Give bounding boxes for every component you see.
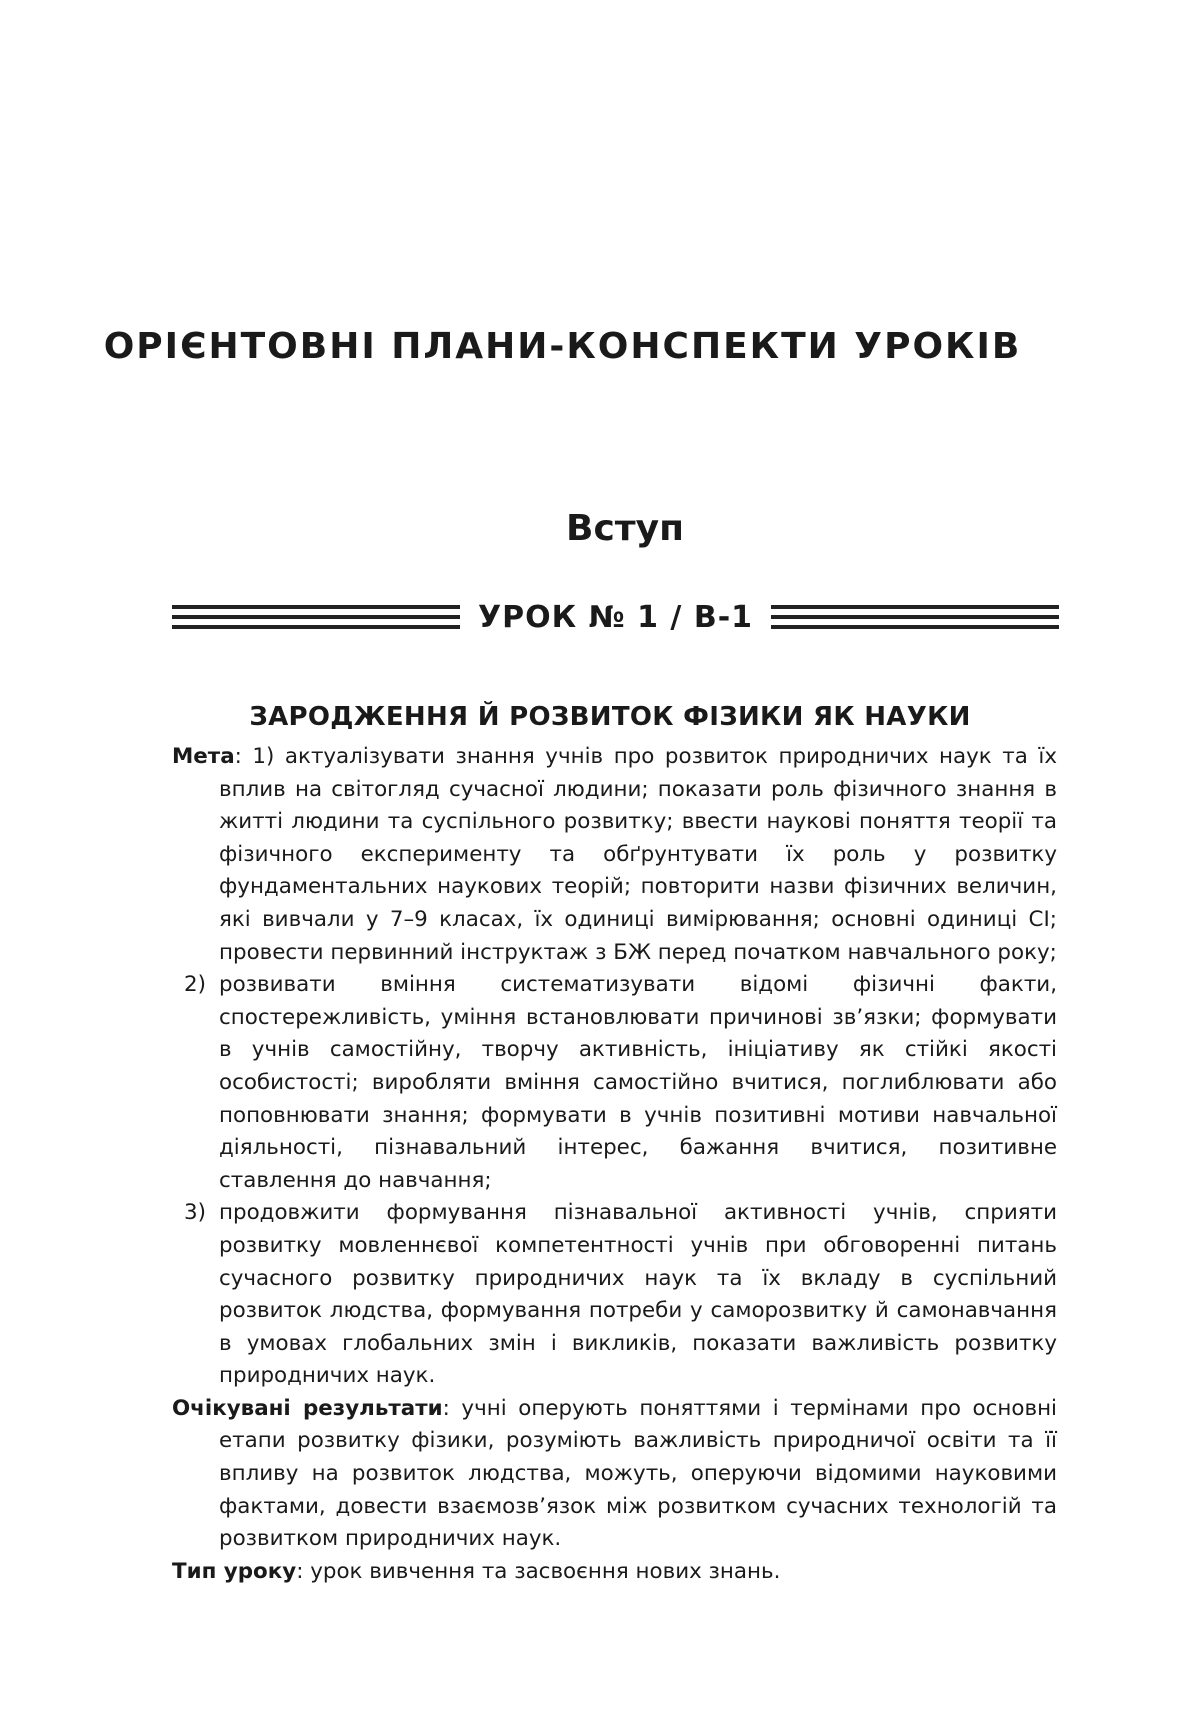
section-title: Вступ bbox=[566, 507, 684, 549]
main-title: ОРІЄНТОВНІ ПЛАНИ-КОНСПЕКТИ УРОКІВ bbox=[103, 326, 1022, 368]
results-text: учні оперують поняттями і термінами про основні етапи розвитку фізики, розуміють важливість природничої освіти та її впливу на розвиток людства, можуть, оперуючи відомими науковими фактами, довести взаємозв’язок між розвитком сучасних технологій та розвитком природничих наук. bbox=[219, 1395, 1058, 1552]
lesson-number-label: УРОК № 1 / В-1 bbox=[477, 599, 754, 635]
left-decorative-rule bbox=[172, 605, 460, 629]
lesson-topic: ЗАРОДЖЕННЯ Й РОЗВИТОК ФІЗИКИ ЯК НАУКИ bbox=[249, 702, 971, 732]
right-decorative-rule bbox=[771, 605, 1059, 629]
results-label: Очікувані результати bbox=[172, 1395, 443, 1421]
results-paragraph bbox=[172, 1393, 1057, 1556]
goal-item-2-text: розвивати вміння систематизувати відомі фізичні факти, спостережливість, уміння встановлювати причинові зв’язки; формувати в учнів самостійну, творчу активність, ініціативу як стійкі якості особистості; виробляти вміння самостійно вчитися, поглиблювати або поповнювати знання; формувати в учнів позитивні мотиви навчальної діяльності, пізнавальний інтерес, бажання вчитися, позитивне ставлення до навчання; bbox=[219, 972, 1057, 1193]
lesson-type-text: урок вивчення та засвоєння нових знань. bbox=[310, 1558, 781, 1584]
goal-item-1-text: 1) актуалізувати знання учнів про розвиток природничих наук та їх вплив на світогляд сучасної людини; показати роль фізичного знання в житті людини та суспільного розвитку; ввести наукові поняття теорії та фізичного експерименту та обґрунтувати їх роль у розвитку фундаментальних наукових теорій; повторити назви фізичних величин, які вивчали у 7–9 класах, їх одиниці вимірювання; основні одиниці СІ; провести первинний інструктаж з БЖ перед початком навчального року; bbox=[219, 744, 1057, 965]
lesson-type-paragraph bbox=[172, 1556, 1057, 1589]
goal-item-3-text: продовжити формування пізнавальної активності учнів, сприяти розвитку мовленнєвої компетентності учнів при обговоренні питань сучасного розвитку природничих наук та їх вкладу в суспільний розвиток людства, формування потреби у саморозвитку й самонавчання в умовах глобальних змін і викликів, показати важливість розвитку природничих наук. bbox=[219, 1200, 1057, 1389]
goal-separator: : bbox=[234, 744, 253, 769]
lesson-type-label: Тип уроку bbox=[172, 1558, 297, 1584]
goal-paragraph bbox=[172, 741, 1057, 969]
goal-item-2-number: 2) bbox=[184, 972, 206, 998]
goal-label: Мета bbox=[172, 744, 235, 769]
goal-item-2 bbox=[172, 969, 1057, 1197]
lesson-plan-body bbox=[172, 741, 1057, 1588]
lesson-type-separator: : bbox=[296, 1558, 311, 1584]
results-separator: : bbox=[442, 1395, 462, 1421]
lesson-header bbox=[172, 595, 1059, 639]
goal-item-3 bbox=[172, 1197, 1057, 1393]
goal-item-3-number: 3) bbox=[184, 1200, 206, 1226]
